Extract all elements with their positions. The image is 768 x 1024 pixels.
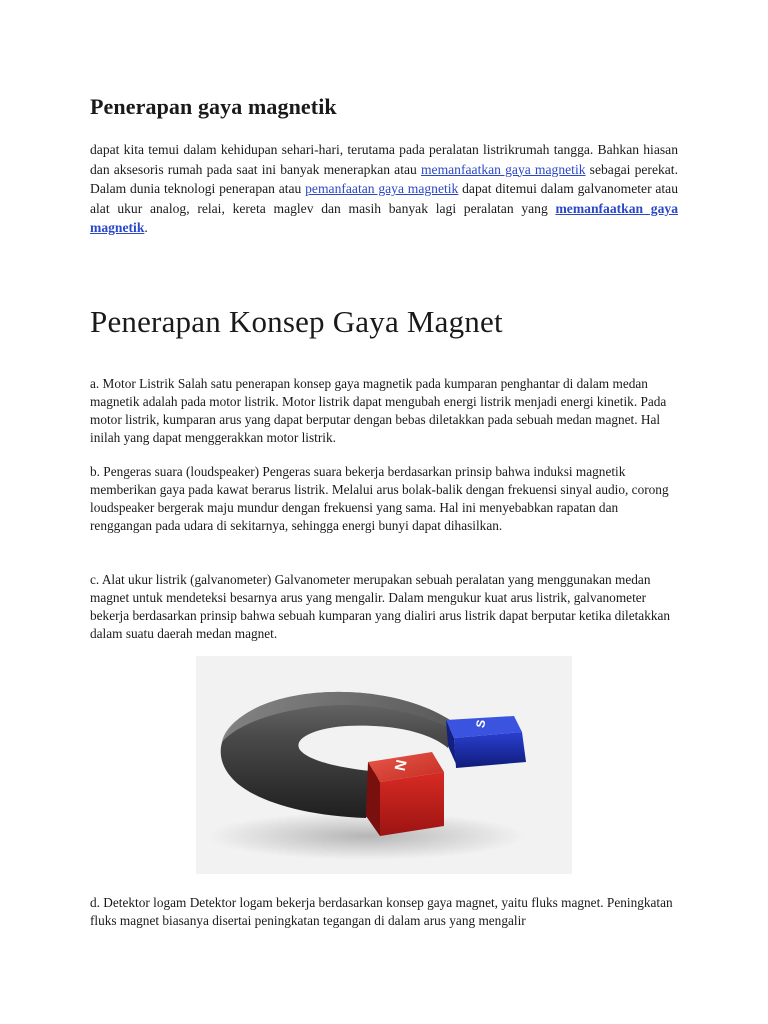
link-memanfaatkan-gaya-magnetik[interactable]: memanfaatkan gaya magnetik — [420, 161, 586, 177]
paragraph-detektor-logam: d. Detektor logam Detektor logam bekerja berdasarkan konsep gaya magnet, yaitu fluks magnet. Peningkatan fluks magnet biasanya disertai peningkatan tegangan di dalam arus yang mengalir — [90, 895, 673, 928]
north-pole-block — [366, 752, 444, 836]
north-pole-label: N — [391, 758, 411, 773]
section-title: Penerapan gaya magnetik — [90, 94, 337, 119]
paragraph-motor-listrik: a. Motor Listrik Salah satu penerapan konsep gaya magnetik pada kumparan penghantar di dalam medan magnetik adalah pada motor listrik. Motor listrik dapat mengubah energi listrik menjadi energi kinetik. Pada motor listrik, kumparan arus yang dapat berputar dengan bebas diletakkan pada sebuah medan magnet. Hal inilah yang dapat menggerakkan motor listrik. — [90, 376, 667, 445]
intro-paragraph — [90, 140, 678, 238]
page-title: Penerapan Konsep Gaya Magnet — [90, 304, 503, 339]
horseshoe-magnet-image — [196, 656, 572, 874]
intro-text-1: dapat kita temui dalam kehidupan sehari-hari, terutama pada peralatan listrikrumah tangga. Bahkan hiasan dan aksesoris rumah pada saat ini banyak menerapkan atau — [90, 142, 678, 177]
magnet-shadow — [206, 812, 526, 860]
south-pole-block — [446, 716, 526, 768]
intro-text-3: dapat ditemui dalam galvanometer atau alat ukur analog, relai, kereta maglev dan masih banyak lagi peralatan yang — [90, 181, 679, 216]
link-memanfaatkan-gaya-magnetik-bold[interactable]: memanfaatkan gaya magnetik — [90, 200, 678, 236]
intro-text-2: sebagai perekat. Dalam dunia teknologi penerapan atau — [90, 161, 678, 197]
paragraph-galvanometer: c. Alat ukur listrik (galvanometer) Galvanometer merupakan sebuah peralatan yang menggunakan medan magnet untuk mendeteksi besarnya arus yang mengalir. Dalam mengukur kuat arus listrik, galvanometer bekerja berdasarkan prinsip bahwa sebuah kumparan yang dialiri arus listrik dapat berputar ketika diletakkan dalam suatu daerah medan magnet. — [90, 572, 671, 641]
link-pemanfaatan-gaya-magnetik[interactable]: pemanfaatan gaya magnetik — [305, 181, 459, 197]
south-pole-label: S — [473, 718, 489, 729]
paragraph-pengeras-suara: b. Pengeras suara (loudspeaker) Pengeras suara bekerja berdasarkan prinsip bahwa induksi magnetik memberikan gaya pada kawat berarus listrik. Melalui arus bolak-balik dengan frekuensi sinyal audio, corong loudspeaker bergerak maju mundur dengan frekuensi yang sama. Hal ini menyebabkan rapatan dan renggangan pada udara di sekitarnya, sehingga energi bunyi dapat dihasilkan. — [90, 464, 669, 533]
intro-text-4: . — [144, 220, 148, 236]
